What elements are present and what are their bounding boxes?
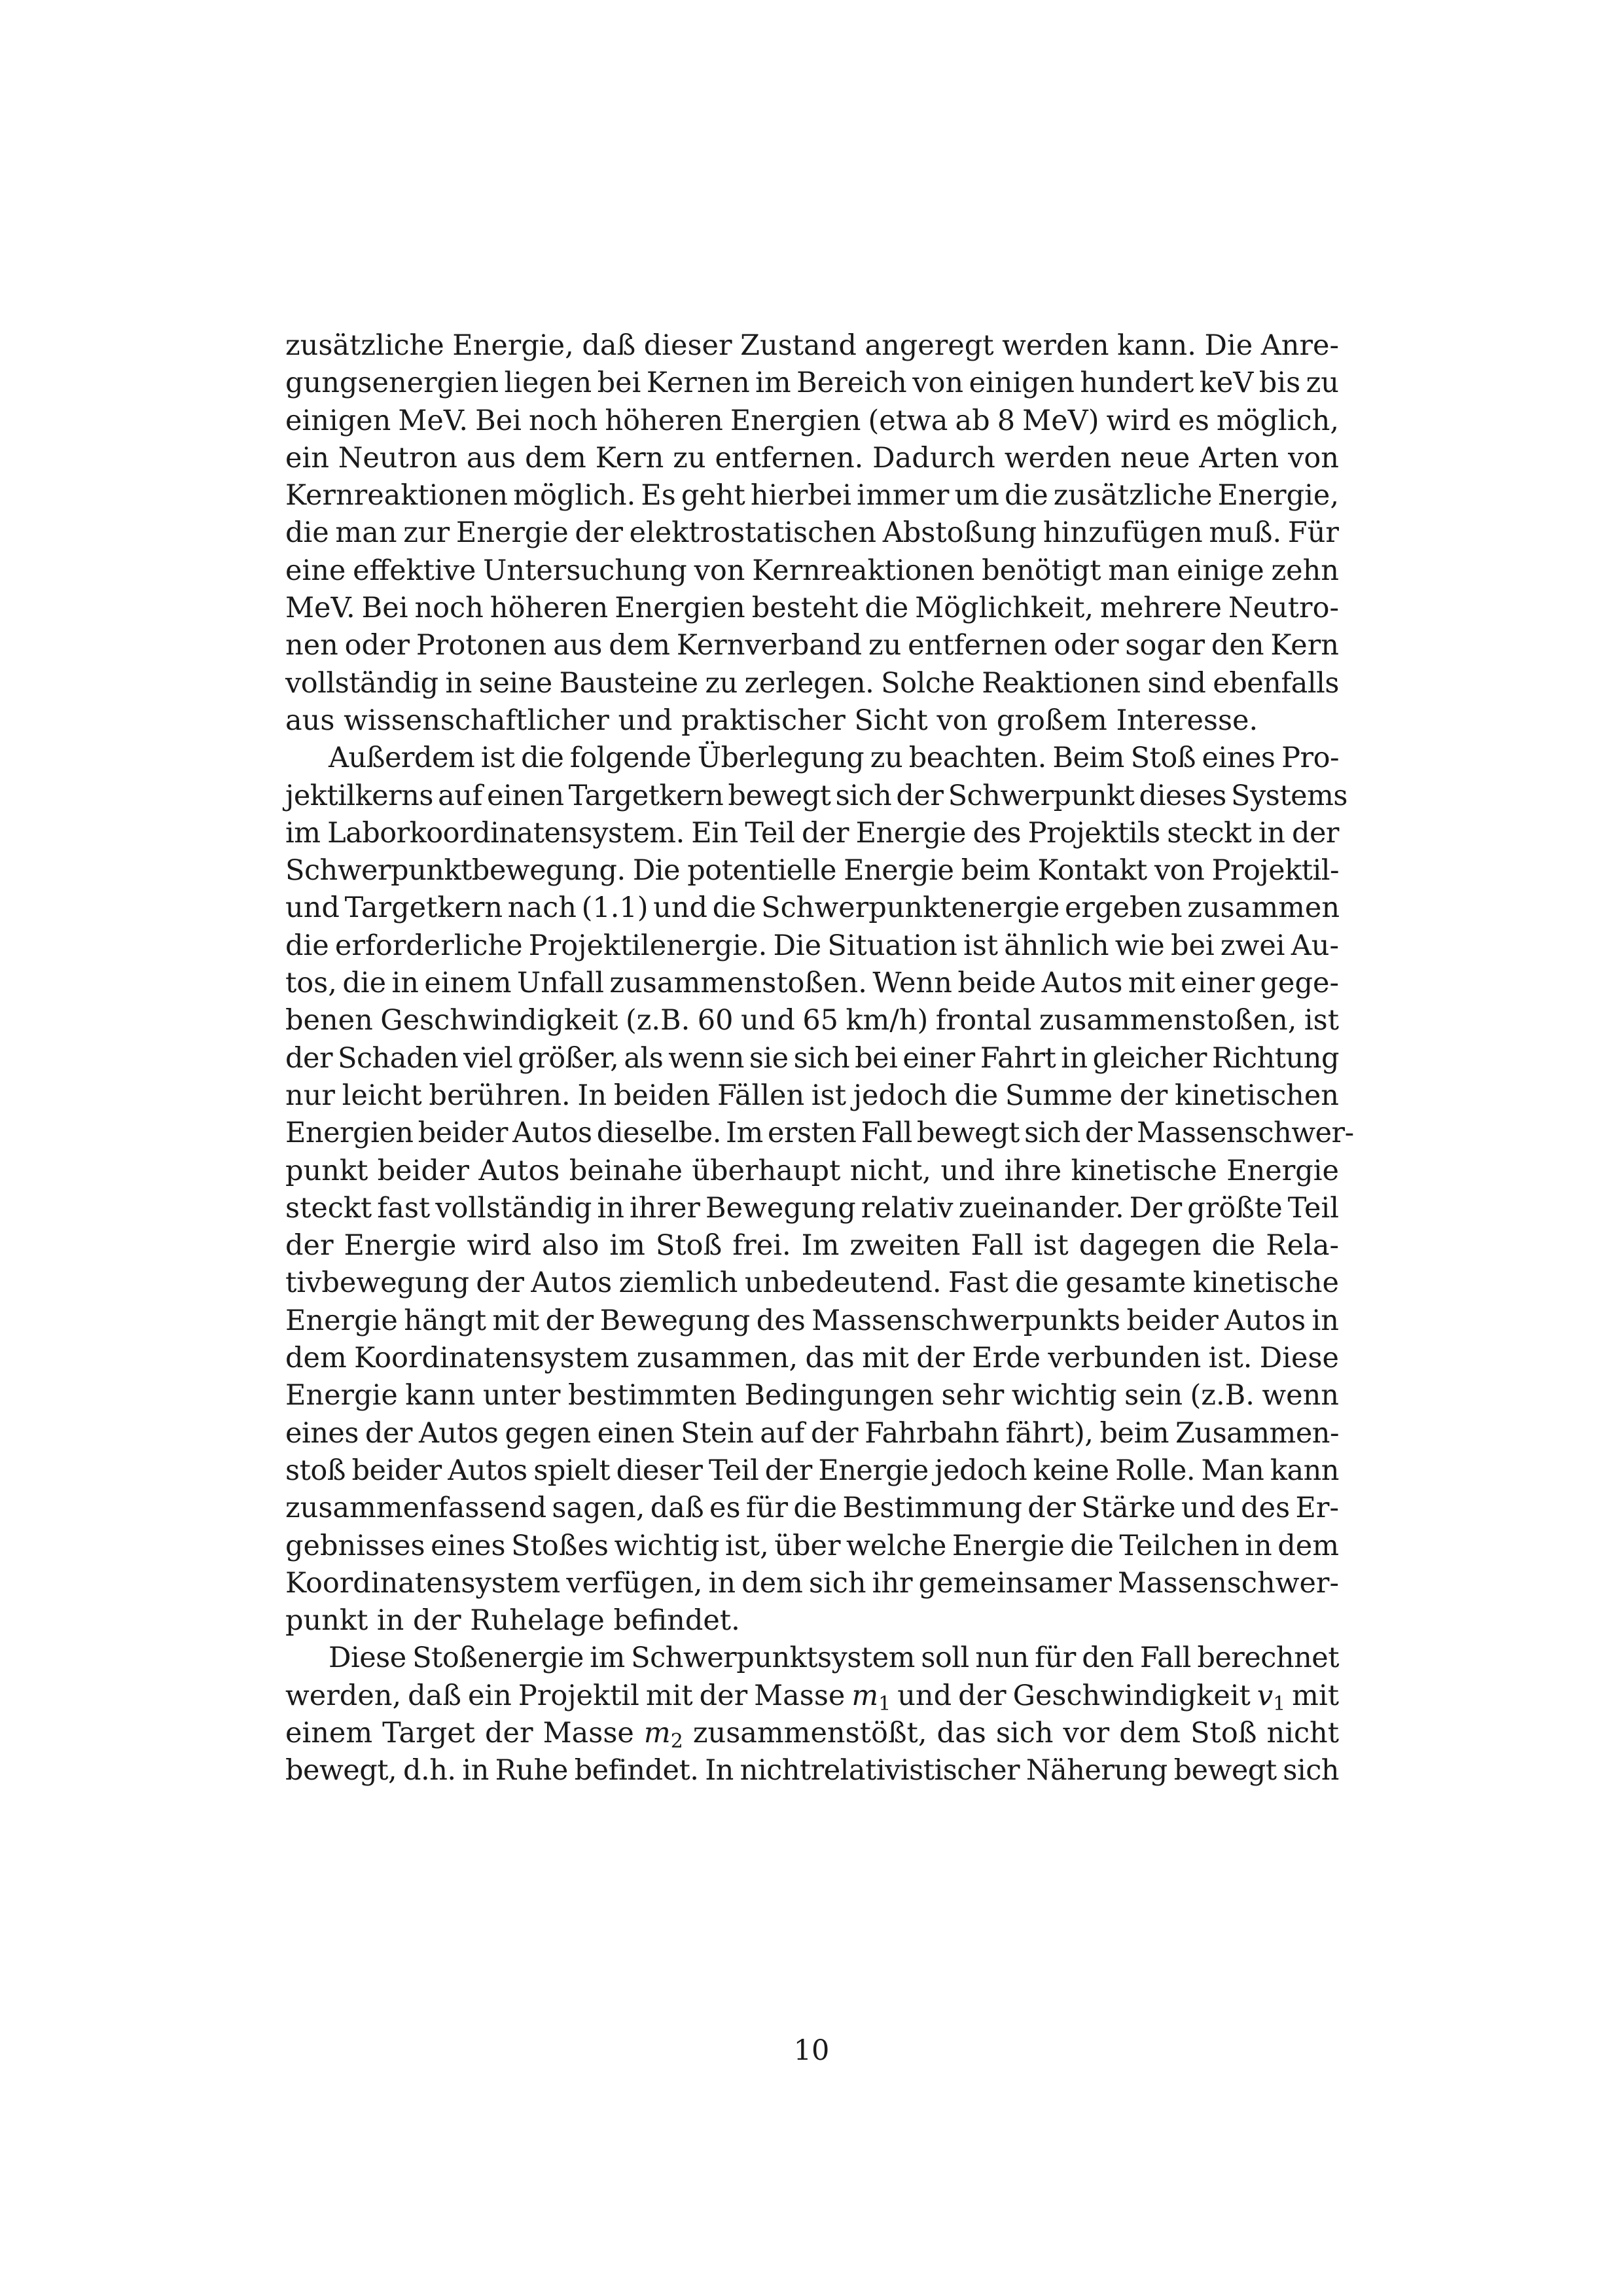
text-line: Energien beider Autos dieselbe. Im ersten Fall bewegt sich der Massenschwer- [285, 1117, 1354, 1150]
text-line: benen Geschwindigkeit (z.B. 60 und 65 km/h) frontal zusammenstoßen, ist [285, 1004, 1339, 1037]
text-line: punkt in der Ruhelage befindet. [285, 1604, 740, 1638]
math-symbol: m [851, 1679, 879, 1712]
text-line-with-math [285, 1715, 1339, 1752]
text-line: dem Koordinatensystem zusammen, das mit der Erde verbunden ist. Diese [285, 1342, 1339, 1375]
math-m2 [643, 1716, 683, 1753]
text-line: nur leicht berühren. In beiden Fällen ist jedoch die Summe der kinetischen [285, 1079, 1339, 1112]
text-line: stoß beider Autos spielt dieser Teil der Energie jedoch keine Rolle. Man kann [285, 1454, 1339, 1487]
math-subscript: 2 [670, 1729, 683, 1753]
text-run: zusammenstößt, das sich vor dem Stoß nicht [683, 1716, 1340, 1749]
text-line: eines der Autos gegen einen Stein auf der Fahrbahn fährt), beim Zusammen- [285, 1416, 1339, 1450]
text-line: zusammenfassend sagen, daß es für die Bestimmung der Stärke und des Er- [285, 1492, 1339, 1525]
page-number: 10 [793, 2034, 830, 2067]
text-line: Außerdem ist die folgende Überlegung zu beachten. Beim Stoß eines Pro- [329, 742, 1339, 775]
paragraph-3 [285, 1640, 1339, 1789]
text-run: einem Target der Masse [285, 1716, 644, 1749]
text-line: aus wissenschaftlicher und praktischer Sicht von großem Interesse. [285, 704, 1258, 737]
text-line: vollständig in seine Bausteine zu zerlegen. Solche Reaktionen sind ebenfalls [285, 666, 1339, 700]
text-line: der Energie wird also im Stoß frei. Im zweiten Fall ist dagegen die Rela- [285, 1229, 1339, 1263]
text-line: Kernreaktionen möglich. Es geht hierbei immer um die zusätzliche Energie, [285, 479, 1339, 512]
text-line: bewegt, d.h. in Ruhe befindet. In nichtrelativistischer Näherung bewegt sich [285, 1754, 1339, 1787]
text-line: zusätzliche Energie, daß dieser Zustand angeregt werden kann. Die Anre- [285, 329, 1339, 362]
text-line: der Schaden viel größer, als wenn sie sich bei einer Fahrt in gleicher Richtung [285, 1041, 1339, 1075]
text-line: Energie hängt mit der Bewegung des Massenschwerpunkts beider Autos in [285, 1304, 1339, 1337]
text-line: MeV. Bei noch höheren Energien besteht die Möglichkeit, mehrere Neutro- [285, 592, 1339, 625]
text-line: tos, die in einem Unfall zusammenstoßen. Wenn beide Autos mit einer gege- [285, 967, 1339, 1000]
text-line: steckt fast vollständig in ihrer Bewegung relativ zueinander. Der größte Teil [285, 1191, 1339, 1225]
text-line: Koordinatensystem verfügen, in dem sich ihr gemeinsamer Massenschwer- [285, 1566, 1339, 1600]
text-line: eine effektive Untersuchung von Kernreaktionen benötigt man einige zehn [285, 554, 1339, 587]
text-run: und der Geschwindigkeit [891, 1679, 1257, 1712]
text-line: tivbewegung der Autos ziemlich unbedeutend. Fast die gesamte kinetische [285, 1266, 1339, 1300]
math-v1 [1257, 1679, 1286, 1715]
text-line: Energie kann unter bestimmten Bedingungen sehr wichtig sein (z.B. wenn [285, 1379, 1339, 1412]
paragraph-2 [285, 740, 1354, 1640]
text-line: nen oder Protonen aus dem Kernverband zu entfernen oder sogar den Kern [285, 629, 1339, 662]
text-run: werden, daß ein Projektil mit der Masse [285, 1679, 852, 1712]
text-line: und Targetkern nach (1.1) und die Schwerpunktenergie ergeben zusammen [285, 891, 1340, 925]
text-line: jektilkerns auf einen Targetkern bewegt sich der Schwerpunkt dieses Systems [285, 779, 1347, 812]
text-line: die man zur Energie der elektrostatischen Abstoßung hinzufügen muß. Für [285, 516, 1339, 550]
text-line: im Laborkoordinatensystem. Ein Teil der Energie des Projektils steckt in der [285, 816, 1339, 850]
text-line: punkt beider Autos beinahe überhaupt nicht, und ihre kinetische Energie [285, 1154, 1339, 1187]
page-body [285, 327, 1354, 2029]
text-line: Diese Stoßenergie im Schwerpunktsystem soll nun für den Fall berechnet [329, 1641, 1339, 1675]
math-symbol: v [1257, 1679, 1274, 1712]
math-subscript: 1 [1273, 1692, 1286, 1715]
text-line: Schwerpunktbewegung. Die potentielle Energie beim Kontakt von Projektil- [285, 854, 1339, 888]
text-line: die erforderliche Projektilenergie. Die Situation ist ähnlich wie bei zwei Au- [285, 929, 1339, 962]
math-subscript: 1 [878, 1692, 891, 1715]
text-line: einigen MeV. Bei noch höheren Energien (etwa ab 8 MeV) wird es möglich, [285, 404, 1339, 437]
text-line: ein Neutron aus dem Kern zu entfernen. Dadurch werden neue Arten von [285, 441, 1339, 475]
text-run: mit [1285, 1679, 1339, 1712]
paragraph-1 [285, 327, 1339, 740]
text-line: gebnisses eines Stoßes wichtig ist, über welche Energie die Teilchen in dem [285, 1529, 1339, 1562]
text-line: gungsenergien liegen bei Kernen im Bereich von einigen hundert keV bis zu [285, 367, 1339, 400]
math-m1 [851, 1679, 891, 1715]
math-symbol: m [643, 1716, 671, 1749]
text-line-with-math [285, 1677, 1339, 1715]
